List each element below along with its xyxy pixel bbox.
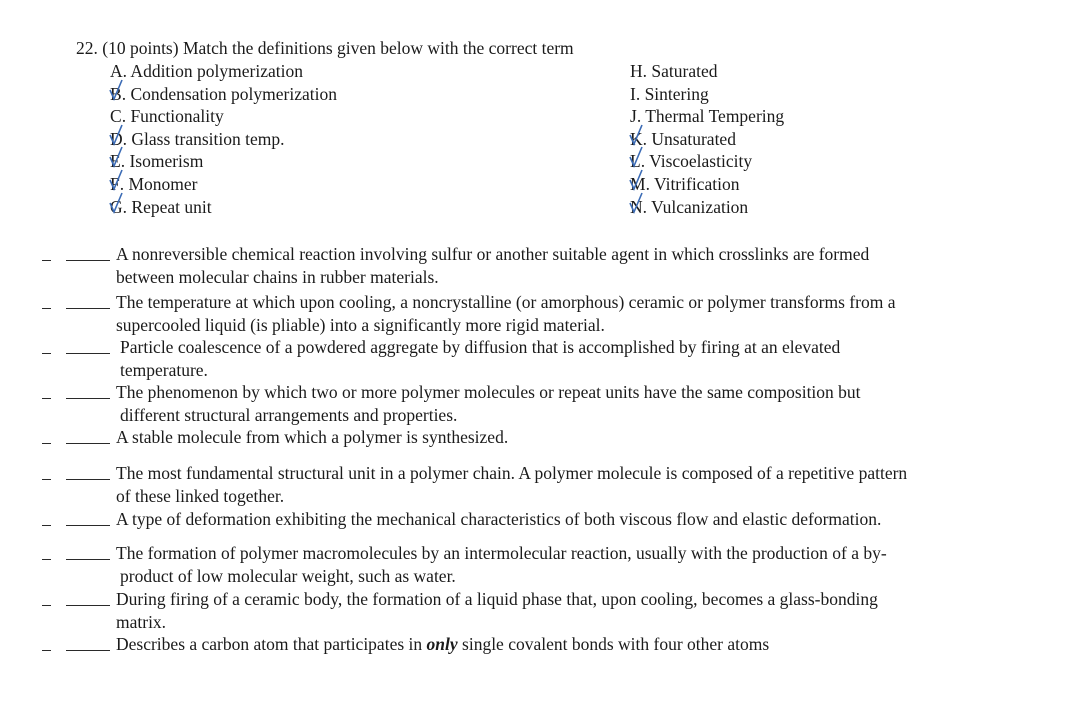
term-letter: J (630, 106, 637, 127)
term-letter: G (110, 196, 123, 219)
definition-text: The most fundamental structural unit in a polymer chain. A polymer molecule is composed of a repetitive pattern of these linked together. (116, 463, 908, 506)
term-label: . Functionality (121, 106, 224, 127)
definition-text: The formation of polymer macromolecules by an intermolecular reaction, usually with the production of a by- product of low molecular weight, such as water. (116, 543, 887, 586)
term-item (630, 150, 784, 173)
term-letter: I (630, 83, 636, 104)
term-letter: B (110, 83, 122, 106)
term-list-left (110, 60, 337, 218)
term-letter: C (110, 106, 122, 127)
term-letter: F (110, 173, 120, 196)
term-letter: D (110, 128, 123, 151)
definition-text: The temperature at which upon cooling, a noncrystalline (or amorphous) ceramic or polymer transforms from a supercooled liquid (is pliable) into a significantly more rigid material. (116, 292, 896, 335)
definition-text: A nonreversible chemical reaction involving sulfur or another suitable agent in which crosslinks are formed between molecular chains in rubber materials. (116, 244, 870, 287)
definition-text: The phenomenon by which two or more polymer molecules or repeat units have the same composition but different structural arrangements and properties. (116, 382, 861, 425)
term-item (110, 128, 337, 151)
term-item (630, 83, 784, 106)
term-label: . Glass transition temp. (122, 128, 285, 149)
term-label: . Viscoelasticity (640, 151, 753, 172)
term-letter: A (110, 61, 123, 81)
term-item (110, 105, 337, 128)
term-letter: E (110, 150, 121, 173)
definition-text: During firing of a ceramic body, the formation of a liquid phase that, upon cooling, becomes a glass-bonding matrix. (116, 589, 878, 632)
definition-text: Particle coalescence of a powdered aggregate by diffusion that is accomplished by firing at an elevated temperature. (120, 337, 841, 380)
question-header: 22. (10 points) Match the definitions given below with the correct term (76, 38, 574, 58)
term-letter: H (630, 61, 643, 81)
term-letter: L (630, 150, 641, 173)
term-label: . Saturated (642, 61, 718, 81)
emphasis-text: only (426, 634, 458, 654)
definition-text: A type of deformation exhibiting the mechanical characteristics of both viscous flow and elastic deformation. (116, 509, 882, 529)
term-item (630, 128, 784, 151)
term-item (110, 196, 337, 219)
term-item (630, 60, 784, 83)
term-label: . Vitrification (645, 173, 740, 194)
term-letter: K (630, 128, 643, 151)
term-list-right (630, 60, 784, 218)
definition-text: A stable molecule from which a polymer is synthesized. (116, 427, 509, 447)
term-label: . Sintering (635, 83, 709, 104)
term-item (110, 150, 337, 173)
term-label: . Vulcanization (642, 196, 749, 217)
definition-text: Describes a carbon atom that participates in only single covalent bonds with four other atoms (116, 634, 770, 654)
term-label: . Thermal Tempering (636, 106, 785, 127)
term-label: . Repeat unit (122, 196, 212, 217)
term-letter: N (630, 196, 643, 219)
term-label: . Addition polymerization (122, 61, 303, 81)
term-letter: M (630, 173, 646, 196)
term-item (110, 83, 337, 106)
term-item (630, 196, 784, 219)
term-label: . Monomer (119, 173, 198, 194)
term-item (630, 105, 784, 128)
term-item (630, 173, 784, 196)
term-item (110, 60, 337, 83)
term-label: . Unsaturated (642, 128, 736, 149)
term-item (110, 173, 337, 196)
term-label: . Condensation polymerization (121, 83, 337, 104)
term-label: . Isomerism (120, 151, 204, 172)
